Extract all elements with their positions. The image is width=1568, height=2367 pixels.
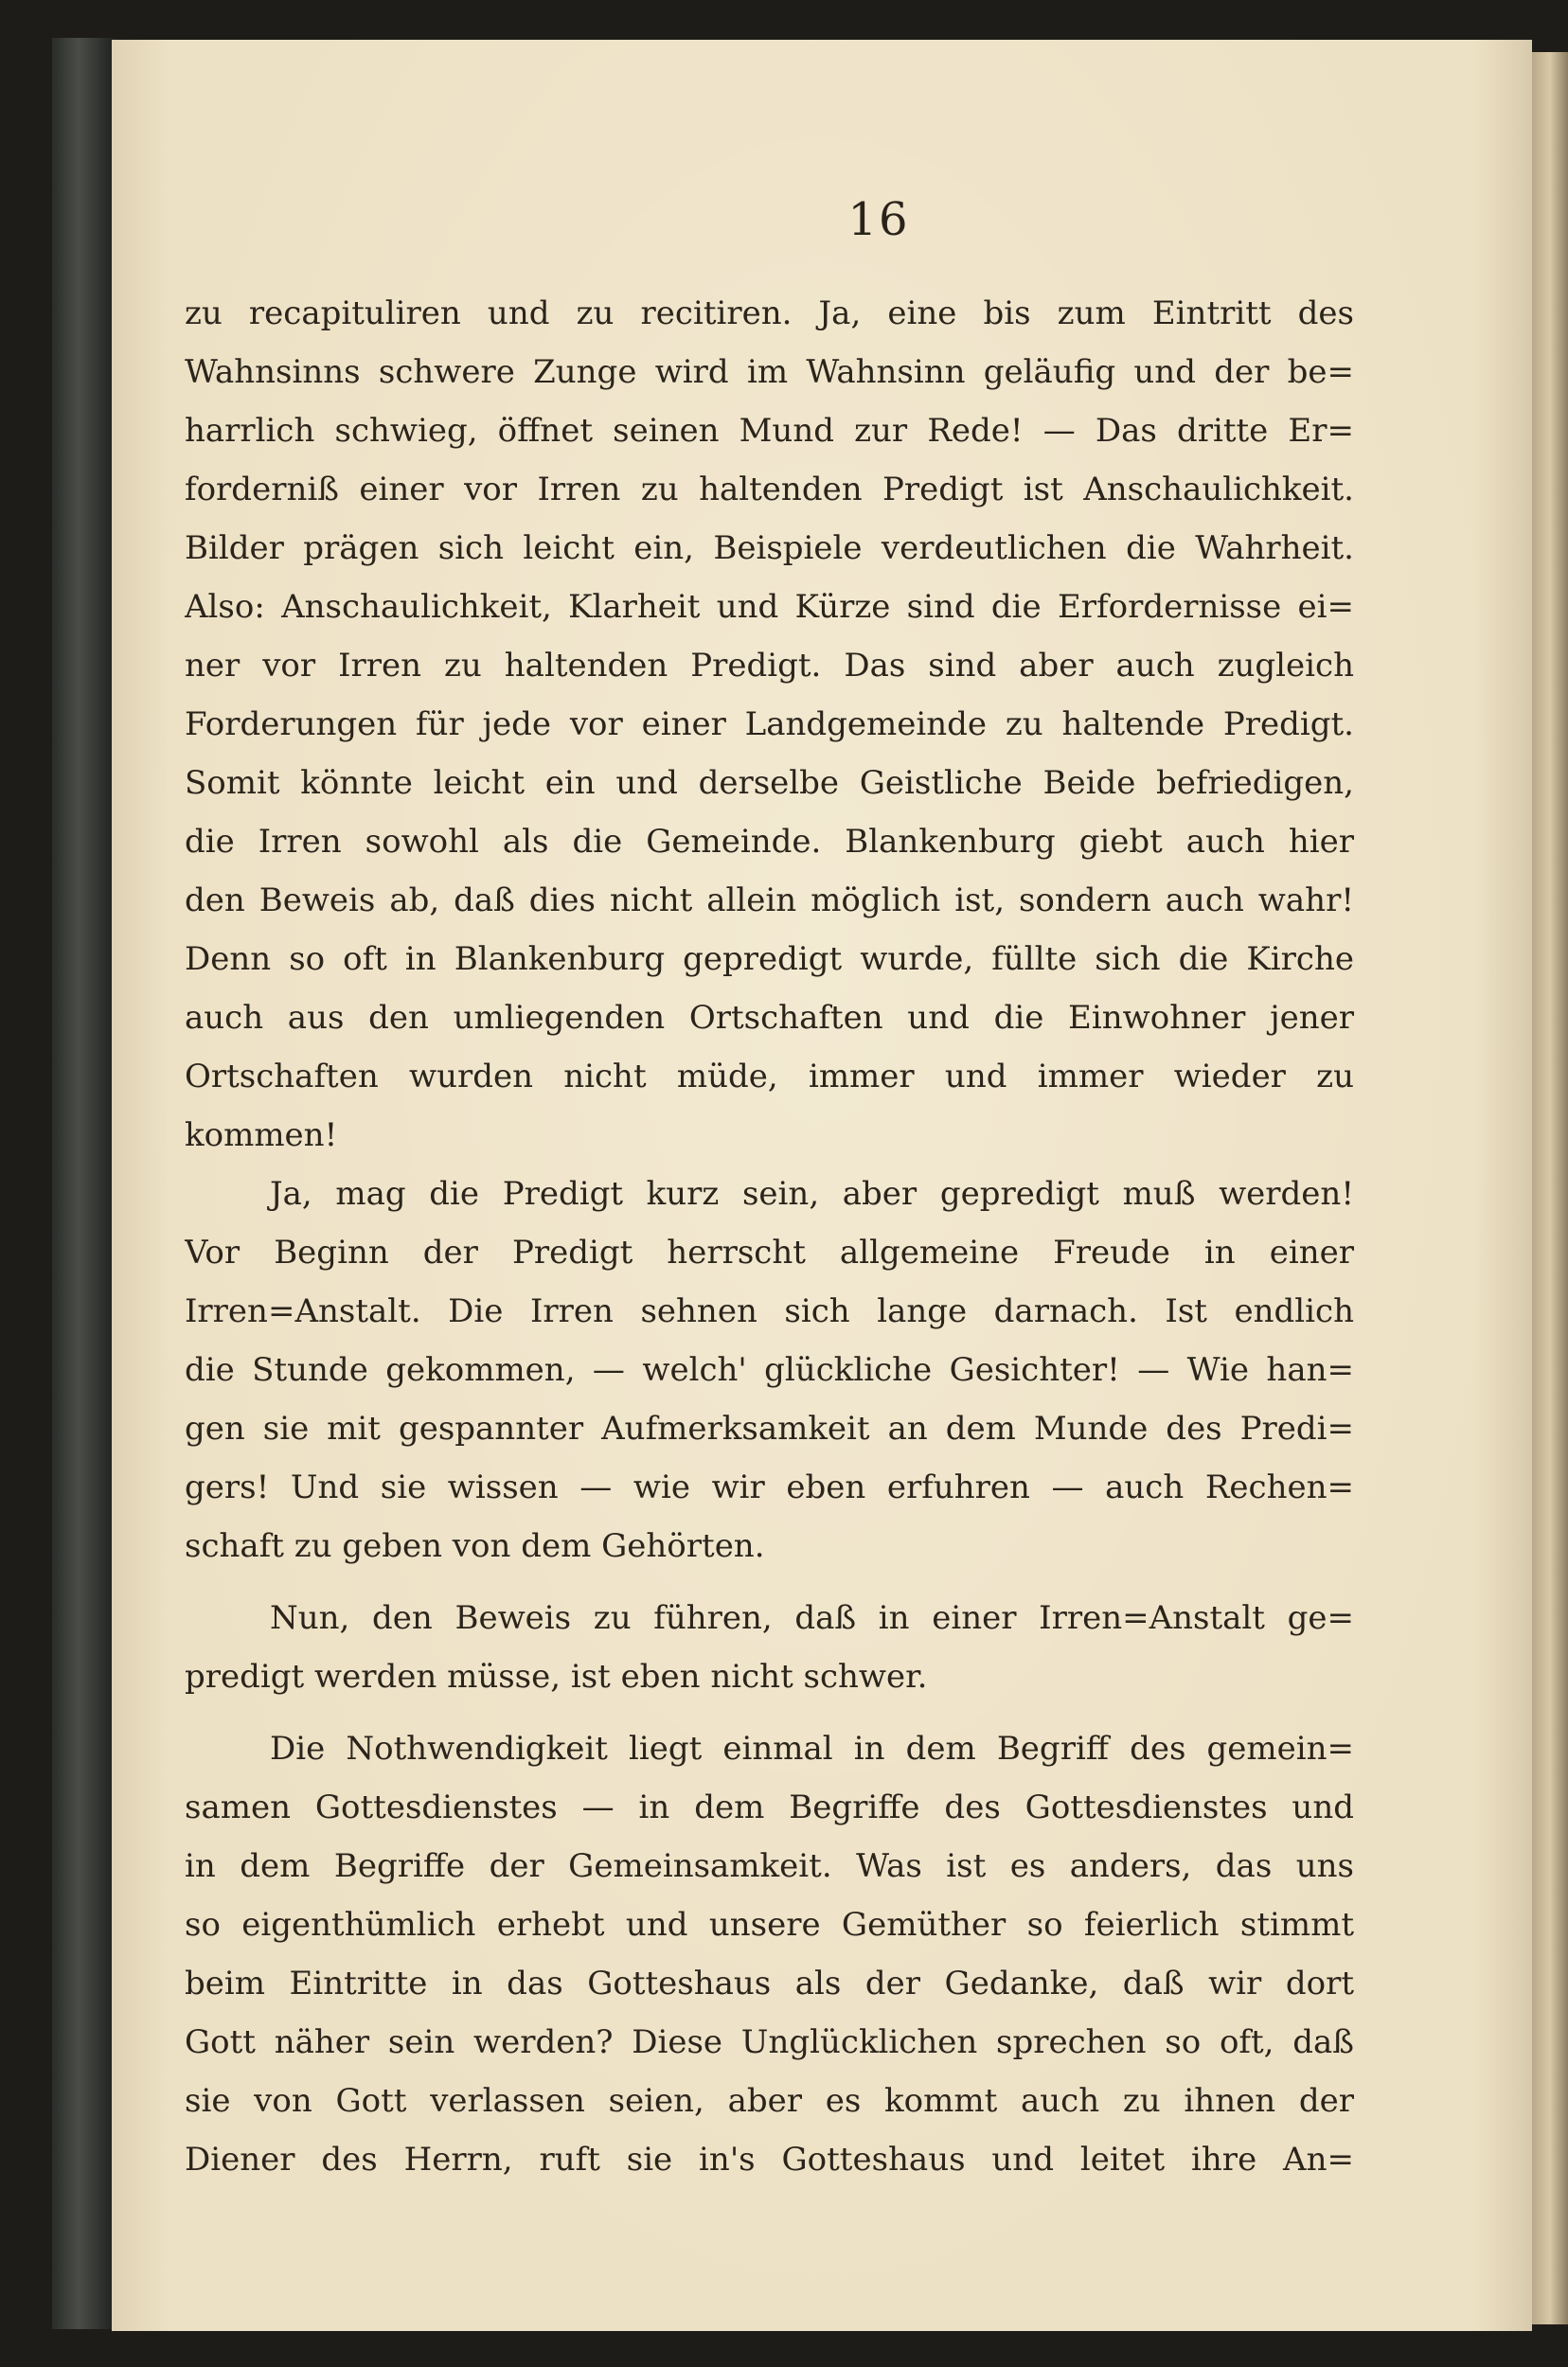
next-page-edge	[1532, 52, 1568, 2324]
text-line: schaft zu geben von dem Gehörten.	[185, 1527, 765, 1565]
text-line: harrlich schwieg, öffnet seinen Mund zur Rede! — Das dritte Er=	[185, 412, 1354, 450]
text-line: auch aus den umliegenden Ortschaften und die Einwohner jener	[185, 999, 1354, 1037]
page-number: 16	[847, 193, 910, 246]
text-line: Diener des Herrn, ruft sie in's Gotteshaus und leitet ihre An=	[185, 2141, 1354, 2179]
body-text	[185, 284, 1354, 2189]
text-line: Ja, mag die Predigt kurz sein, aber gepredigt muß werden!	[270, 1175, 1354, 1213]
paragraph	[185, 1719, 1354, 2189]
text-line: samen Gottesdienstes — in dem Begriffe des Gottesdienstes und	[185, 1789, 1354, 1826]
text-line: Bilder prägen sich leicht ein, Beispiele verdeutlichen die Wahrheit.	[185, 529, 1354, 567]
text-line: predigt werden müsse, ist eben nicht schwer.	[185, 1658, 928, 1696]
text-line: Gott näher sein werden? Diese Unglücklichen sprechen so oft, daß	[185, 2023, 1354, 2061]
paragraph	[185, 1589, 1354, 1706]
text-line: den Beweis ab, daß dies nicht allein möglich ist, sondern auch wahr!	[185, 881, 1354, 919]
text-line: zu recapituliren und zu recitiren. Ja, eine bis zum Eintritt des	[185, 294, 1354, 332]
text-line: die Stunde gekommen, — welch' glückliche Gesichter! — Wie han=	[185, 1351, 1354, 1389]
text-line: kommen!	[185, 1116, 338, 1154]
text-line: so eigenthümlich erhebt und unsere Gemüther so feierlich stimmt	[185, 1906, 1354, 1944]
text-line: Nun, den Beweis zu führen, daß in einer Irren=Anstalt ge=	[270, 1599, 1354, 1637]
text-line: Irren=Anstalt. Die Irren sehnen sich lange darnach. Ist endlich	[185, 1292, 1354, 1330]
text-line: Die Nothwendigkeit liegt einmal in dem Begriff des gemein=	[270, 1730, 1354, 1768]
paragraph	[185, 284, 1354, 1165]
text-line: ner vor Irren zu haltenden Predigt. Das sind aber auch zugleich	[185, 647, 1354, 685]
text-line: sie von Gott verlassen seien, aber es kommt auch zu ihnen der	[185, 2082, 1354, 2120]
text-line: gers! Und sie wissen — wie wir eben erfuhren — auch Rechen=	[185, 1468, 1354, 1506]
text-line: Somit könnte leicht ein und derselbe Geistliche Beide befriedigen,	[185, 764, 1354, 802]
text-line: forderniß einer vor Irren zu haltenden Predigt ist Anschaulichkeit.	[185, 471, 1354, 508]
text-line: Ortschaften wurden nicht müde, immer und immer wieder zu	[185, 1058, 1354, 1095]
text-line: Wahnsinns schwere Zunge wird im Wahnsinn geläufig und der be=	[185, 353, 1354, 391]
text-line: Vor Beginn der Predigt herrscht allgemeine Freude in einer	[185, 1234, 1354, 1272]
book-spine	[52, 38, 118, 2329]
paragraph-gap	[185, 1575, 1354, 1589]
text-line: Also: Anschaulichkeit, Klarheit und Kürze sind die Erfordernisse ei=	[185, 588, 1354, 626]
paragraph-gap	[185, 1706, 1354, 1719]
text-line: in dem Begriffe der Gemeinsamkeit. Was ist es anders, das uns	[185, 1847, 1354, 1885]
paragraph	[185, 1165, 1354, 1575]
text-line: Forderungen für jede vor einer Landgemeinde zu haltende Predigt.	[185, 705, 1354, 743]
text-line: die Irren sowohl als die Gemeinde. Blankenburg giebt auch hier	[185, 823, 1354, 861]
text-line: Denn so oft in Blankenburg gepredigt wurde, füllte sich die Kirche	[185, 940, 1354, 978]
text-line: gen sie mit gespannter Aufmerksamkeit an dem Munde des Predi=	[185, 1410, 1354, 1448]
text-line: beim Eintritte in das Gotteshaus als der Gedanke, daß wir dort	[185, 1965, 1354, 2002]
